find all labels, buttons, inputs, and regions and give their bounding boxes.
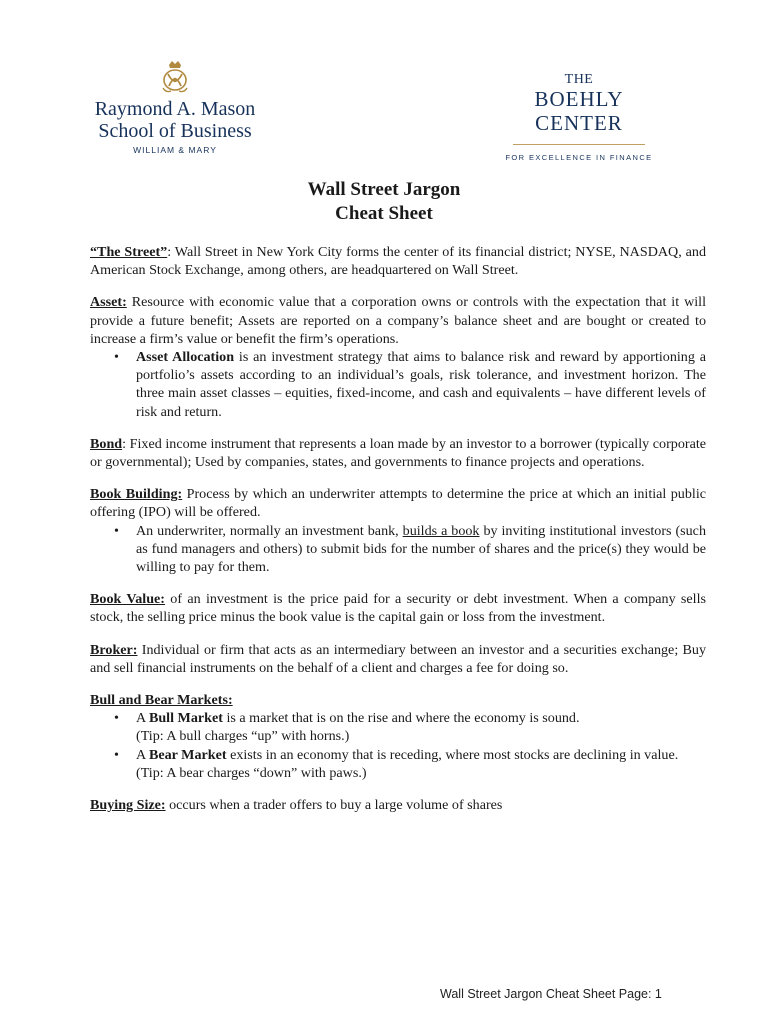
definition-book-building: Process by which an underwriter attempts to determine the price at which an initial public offering (IPO) will be offered. [90, 486, 706, 521]
bull-tip: (Tip: A bull charges “up” with horns.) [136, 728, 350, 745]
entry-broker [90, 641, 706, 677]
page-title [0, 178, 768, 226]
bear-post: exists in an economy that is receding, where most stocks are declining in value. [226, 746, 679, 763]
boehly-tagline: FOR EXCELLENCE IN FINANCE [505, 153, 653, 162]
definition-bond: : Fixed income instrument that represents a loan made by an investor to a borrower (typically corporate or governmental); Used by companies, states, and governments to finance projects and operations. [90, 435, 706, 471]
entry-book-value [90, 590, 706, 626]
bull-post: is a market that is on the rise and where the economy is sound. [222, 710, 580, 727]
definition-the-street: : Wall Street in New York City forms the center of its financial district; NYSE, NASDAQ, and American Stock Exchange, among others, are headquartered on Wall Street. [90, 244, 706, 279]
term-the-street: “The Street” [90, 244, 168, 260]
definition-broker: Individual or firm that acts as an intermediary between an investor and a securities exchange; Buy and sell financial instruments on the behalf of a client and charges a fee for doing so. [90, 641, 706, 676]
crest-icon [156, 58, 194, 96]
term-buying-size: Buying Size: [90, 797, 166, 814]
definition-buying-size: occurs when a trader offers to buy a large volume of shares [165, 797, 503, 814]
bullet-underwriter [90, 522, 706, 577]
term-book-value: Book Value: [90, 591, 166, 608]
underwriter-text-post: by inviting institutional investors (such as fund managers and others) to submit bids for the number of shares and the price(s) they would be willing to pay for them. [136, 522, 706, 576]
book-building-bullets [90, 522, 706, 577]
bullet-asset-allocation [90, 348, 706, 421]
definition-book-value: of an investment is the price paid for a security or debt investment. When a company sells stock, the selling price minus the book value is the capital gain or loss from the investment. [90, 591, 706, 626]
glossary [90, 243, 706, 828]
entry-asset [90, 293, 706, 420]
entry-bond [90, 435, 706, 471]
bear-tip: (Tip: A bear charges “down” with paws.) [136, 764, 367, 781]
title-line-2: Cheat Sheet [335, 203, 433, 224]
letterhead [0, 0, 768, 170]
entry-book-building [90, 485, 706, 576]
subterm-bull-market: Bull Market [148, 710, 223, 727]
mason-line-1: Raymond A. Mason [94, 98, 256, 120]
asset-bullets [90, 348, 706, 421]
term-asset: Asset: [90, 294, 127, 311]
subterm-bear-market: Bear Market [148, 746, 227, 763]
bull-bear-bullets [90, 709, 706, 782]
underwriter-text-underlined: builds a book [402, 522, 480, 539]
term-broker: Broker: [90, 641, 138, 658]
underwriter-text-pre: An underwriter, normally an investment bank, [136, 522, 403, 539]
bullet-dot: • [114, 710, 119, 727]
definition-asset: Resource with economic value that a corporation owns or controls with the expectation that it will provide a future benefit; Assets are reported on a company’s balance sheet and are bought or created to increase a firm’s value or benefit the firm’s operations. [90, 294, 706, 347]
bullet-dot: • [114, 349, 119, 366]
page-footer: Wall Street Jargon Cheat Sheet Page: 1 [440, 987, 662, 1001]
entry-buying-size [90, 796, 706, 814]
term-book-building: Book Building: [90, 486, 183, 503]
entry-the-street [90, 243, 706, 279]
term-bull-and-bear-markets: Bull and Bear Markets: [90, 692, 233, 709]
bullet-dot: • [114, 746, 119, 763]
title-line-1: Wall Street Jargon [307, 179, 461, 200]
subterm-asset-allocation: Asset Allocation [136, 349, 235, 366]
boehly-the: THE [564, 72, 594, 87]
mason-school-logo [90, 58, 260, 155]
bullet-bear-market [90, 746, 706, 782]
boehly-name: BOEHLY CENTER [534, 87, 624, 135]
mason-line-3: WILLIAM & MARY [133, 145, 217, 155]
mason-line-2: School of Business [98, 120, 252, 142]
bear-pre: A [136, 746, 149, 763]
entry-bull-and-bear-markets [90, 691, 706, 782]
bull-pre: A [136, 710, 149, 727]
subdefinition-asset-allocation: is an investment strategy that aims to balance risk and reward by apportioning a portfolio’s assets according to an individual’s goals, risk tolerance, and investment horizon. The three main asset classes – equities, fixed-income, and cash and equivalents – have different levels of risk and return. [136, 349, 706, 420]
boehly-divider [513, 144, 645, 145]
bullet-dot: • [114, 522, 119, 539]
term-bond: Bond [90, 435, 123, 452]
boehly-center-logo [488, 72, 670, 162]
bullet-bull-market [90, 709, 706, 745]
